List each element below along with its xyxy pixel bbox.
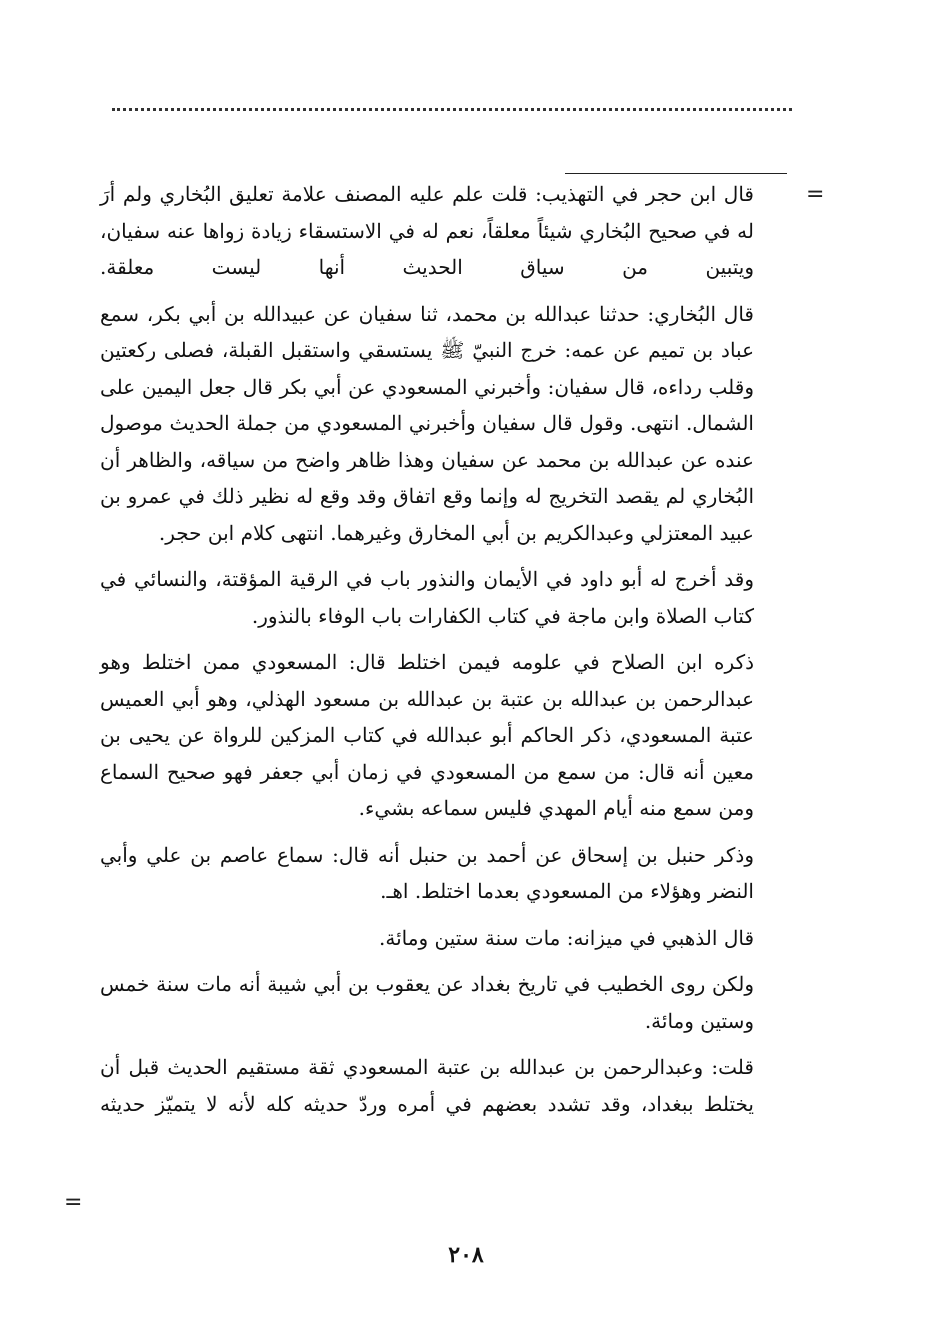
paragraph-dhahabi: قال الذهبي في ميزانه: مات سنة ستين ومائة.	[379, 925, 754, 950]
dotted-separator	[112, 108, 792, 121]
footnote-continuation-marker-top: =	[806, 182, 825, 207]
paragraph-tahdhib: قال ابن حجر في التهذيب: قلت علم عليه المصنف علامة تعليق البُخاري ولم أرَ له في صحيح البُخاري شيئاً معلقاً، نعم له في الاستسقاء زيادة زواها عنه سفيان، ويتبين من سياق الحديث أنها ليست معلقة.	[100, 182, 754, 279]
paragraph-hanbal: وذكر حنبل بن إسحاق عن أحمد بن حنبل أنه قال: سماع عاصم بن علي وأبي النضر وهؤلاء من المسعودي بعدما اختلط. اهـ.	[100, 842, 754, 903]
paragraph-abu-dawud: وقد أخرج له أبو داود في الأيمان والنذور باب في الرقية المؤقتة، والنسائي في كتاب الصلاة وابن ماجة في كتاب الكفارات باب الوفاء بالنذور.	[100, 567, 754, 628]
footnote-rule	[565, 173, 787, 174]
paragraph-khatib: ولكن روى الخطيب في تاريخ بغداد عن يعقوب بن أبي شيبة أنه مات سنة خمس وستين ومائة.	[100, 972, 754, 1033]
paragraph-bukhari-narration: قال البُخاري: حدثنا عبدالله بن محمد، ثنا سفيان عن عبيدالله بن أبي بكر، سمع عباد بن تميم عن عمه: خرج النبيّ ﷺ يستسقي واستقبل القبلة، فصلى ركعتين وقلب رداءه، قال سفيان: وأخبرني المسعودي عن أبي بكر قال جعل اليمين على الشمال. انتهى. وقول قال سفيان وأخبرني المسعودي من جملة الحديث موصول عنده عن عبدالله بن محمد عن سفيان وهذا ظاهر واضح من سياقه، والظاهر أن البُخاري لم يقصد التخريج له وإنما وقع اتفاق وقد وقع له نظير ذلك في عمرو بن عبيد المعتزلي وعبدالكريم بن أبي المخارق وغيرهما. انتهى كلام ابن حجر.	[100, 301, 754, 545]
page-number: ٢٠٨	[448, 1242, 484, 1268]
paragraph-conclusion: قلت: وعبدالرحمن بن عبدالله بن عتبة المسعودي ثقة مستقيم الحديث قبل أن يختلط ببغداد، وقد تشدد بعضهم في أمره وردّ حديثه كله لأنه لا يتميّز حديثه	[100, 1055, 754, 1116]
footnote-continuation-marker-bottom: =	[64, 1190, 83, 1215]
footnote-body	[100, 176, 754, 1132]
paragraph-ibn-salah: ذكره ابن الصلاح في علومه فيمن اختلط قال: المسعودي ممن اختلط وهو عبدالرحمن بن عبدالله بن عتبة بن عبدالله بن مسعود الهذلي، وهو أبي العميس عتبة المسعودي، ذكر الحاكم أبو عبدالله في كتاب المزكين للرواة عن يحيى بن معين أنه قال: من سمع من المسعودي في زمان أبي جعفر فهو صحيح السماع ومن سمع منه أيام المهدي فليس سماعه بشيء.	[100, 650, 755, 820]
